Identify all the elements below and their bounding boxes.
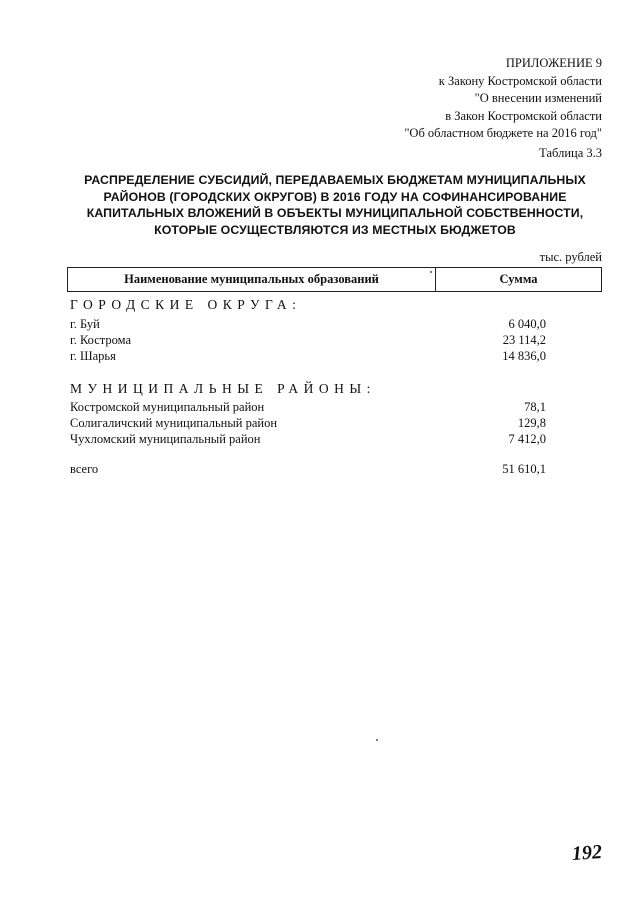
- row-value: 23 114,2: [502, 333, 546, 347]
- table-row: [70, 349, 546, 364]
- row-value: 14 836,0: [502, 349, 546, 363]
- title-line: КОТОРЫЕ ОСУЩЕСТВЛЯЮТСЯ ИЗ МЕСТНЫХ БЮДЖЕТОВ: [154, 222, 516, 237]
- page-number: 192: [571, 840, 603, 866]
- table-row: [70, 317, 546, 332]
- scan-speck: [376, 739, 378, 741]
- total-row: [70, 462, 546, 477]
- document-title: [70, 172, 600, 238]
- appendix-law-ref: к Закону Костромской области: [438, 73, 602, 88]
- row-name: Солигаличский муниципальный район: [70, 416, 278, 430]
- appendix-law-name: "Об областном бюджете на 2016 год": [404, 126, 602, 140]
- row-value: 78,1: [524, 400, 546, 414]
- table-header: [67, 267, 602, 292]
- appendix-header: [404, 55, 602, 143]
- title-line: РАЙОНОВ (ГОРОДСКИХ ОКРУГОВ) В 2016 ГОДУ НА СОФИНАНСИРОВАНИЕ: [103, 189, 567, 204]
- row-name: г. Шарья: [70, 349, 116, 363]
- table-row: [70, 333, 546, 348]
- row-name: Костромской муниципальный район: [70, 400, 265, 414]
- row-name: г. Кострома: [70, 333, 132, 347]
- row-name: г. Буй: [70, 317, 100, 331]
- column-header-sum: Сумма: [499, 272, 538, 286]
- section-title-city-districts: ГОРОДСКИЕ ОКРУГА:: [70, 297, 302, 312]
- units-label: тыс. рублей: [539, 250, 602, 264]
- table-number: Таблица 3.3: [539, 146, 602, 160]
- table-row: [70, 432, 546, 447]
- table-row: [70, 400, 546, 415]
- row-value: 129,8: [517, 416, 546, 430]
- row-value: 7 412,0: [508, 432, 546, 446]
- row-value: 6 040,0: [508, 317, 546, 331]
- section-title-municipal-districts: МУНИЦИПАЛЬНЫЕ РАЙОНЫ:: [70, 381, 376, 396]
- total-value: 51 610,1: [502, 462, 546, 476]
- total-label: всего: [70, 462, 99, 476]
- title-line: РАСПРЕДЕЛЕНИЕ СУБСИДИЙ, ПЕРЕДАВАЕМЫХ БЮДЖЕТАМ МУНИЦИПАЛЬНЫХ: [84, 173, 586, 187]
- table-row: [70, 416, 546, 431]
- appendix-title: ПРИЛОЖЕНИЕ 9: [505, 56, 602, 70]
- appendix-law-target: в Закон Костромской области: [445, 108, 602, 123]
- appendix-law-amend: "О внесении изменений: [474, 91, 602, 105]
- column-header-name: Наименование муниципальных образований: [68, 268, 436, 291]
- row-name: Чухломский муниципальный район: [70, 432, 261, 446]
- title-line: КАПИТАЛЬНЫХ ВЛОЖЕНИЙ В ОБЪЕКТЫ МУНИЦИПАЛЬНОЙ СОБСТВЕННОСТИ,: [86, 206, 584, 220]
- scan-speck: [430, 271, 432, 273]
